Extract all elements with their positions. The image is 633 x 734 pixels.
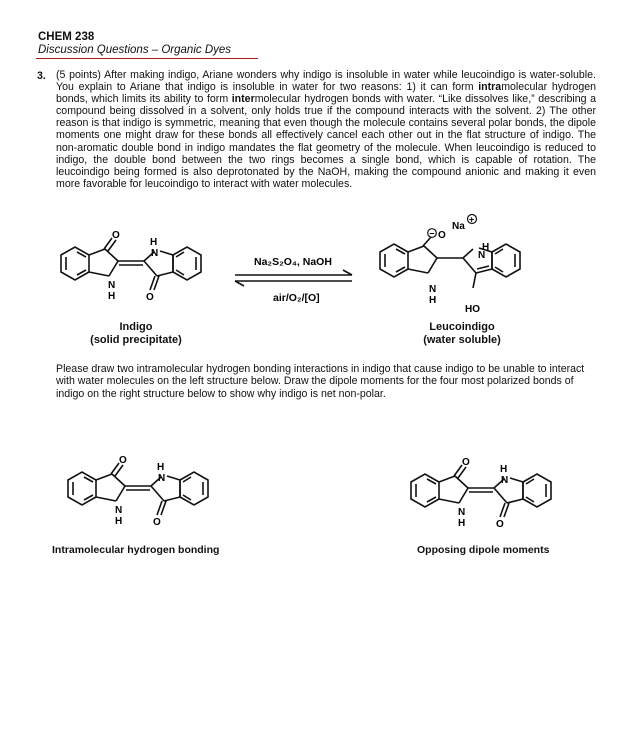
indigo-nh-bottom-n: N [108,280,116,291]
leuco-nh-bottom-n: N [429,284,437,295]
drawing-instructions: Please draw two intramolecular hydrogen bonding interactions in indigo that cause indigo to be unable to interact with water molecules on the left structure below. Draw the dipole moments for the four most polarized bonds of indigo on the right structure below to show why indigo is net non-polar. [56,363,585,400]
svg-text:N: N [458,507,466,518]
worksheet-subtitle: Discussion Questions – Organic Dyes [38,44,232,56]
indigo-name: Indigo [119,321,153,333]
leuco-nh-top-h: H [482,242,490,253]
svg-text:O: O [496,519,504,530]
bold-intra: intra [478,81,502,94]
leuco-oxygen: O [438,230,446,241]
oxide-minus-sign: − [429,228,435,239]
svg-text:O: O [462,457,470,468]
svg-text:N: N [501,475,509,486]
indigo-nh-top-n: N [151,248,159,259]
leuco-hydroxyl: HO [465,304,480,315]
question-text: (5 points) After making indigo, Ariane wonders why indigo is insoluble in water while leucoindigo is water-soluble. You explain to Ariane that indigo is insoluble in water for two reasons: 1) it can form intramolecular hydrogen bonds, which limits its ability to form intermolecular hydrogen bonds with water. “Like dissolves like,” describing a compound being dissolved in a solvent, only holds true if the compound interacts with the solvent. 2) The other reason is that indigo is symmetric, meaning that even though the molecule contains several polar bonds, the dipole moments one might draw for these bonds all effectively cancel each other out in the flat structure of indigo. The non-aromatic double bond in indigo mandates the flat geometry of the molecule. When leucoindigo is reduced to indigo, the double bond between the two rings becomes a single bond, which is capable of rotation. The leucoindigo being formed is also deprotonated by the NaOH, making the compound anionic and making it even more favorable for leucoindigo to interact with water molecules. [56,69,597,190]
course-code: CHEM 238 [38,31,95,43]
svg-text:H: H [458,518,466,529]
svg-text:O: O [153,517,161,528]
indigo-oxygen-bottom: O [146,292,154,303]
reverse-reagents: air/O₂/[O] [273,292,320,304]
forward-reagents: Na₂S₂O₄, NaOH [254,256,332,268]
sodium-label: Na [452,221,465,232]
indigo-oxygen: O [112,230,120,241]
svg-text:H: H [500,464,508,475]
indigo-note: (solid precipitate) [90,334,182,346]
indigo-nh-top-h: H [150,237,158,248]
leucoindigo-note: (water soluble) [423,334,501,346]
svg-text:H: H [115,516,123,527]
sodium-plus-sign: + [469,214,475,225]
answer-label-left: Intramolecular hydrogen bonding [52,544,220,556]
question-number: 3. [37,70,46,82]
leuco-nh-bottom-h: H [429,295,437,306]
svg-text:O: O [119,455,127,466]
leuco-nh-top-n: N [478,250,486,261]
svg-text:H: H [157,462,165,473]
svg-text:N: N [115,505,123,516]
answer-label-right: Opposing dipole moments [417,544,550,556]
bold-inter: inter [231,93,255,106]
svg-text:N: N [158,473,166,484]
leucoindigo-name: Leucoindigo [429,321,495,333]
indigo-nh-bottom-h: H [108,291,116,302]
